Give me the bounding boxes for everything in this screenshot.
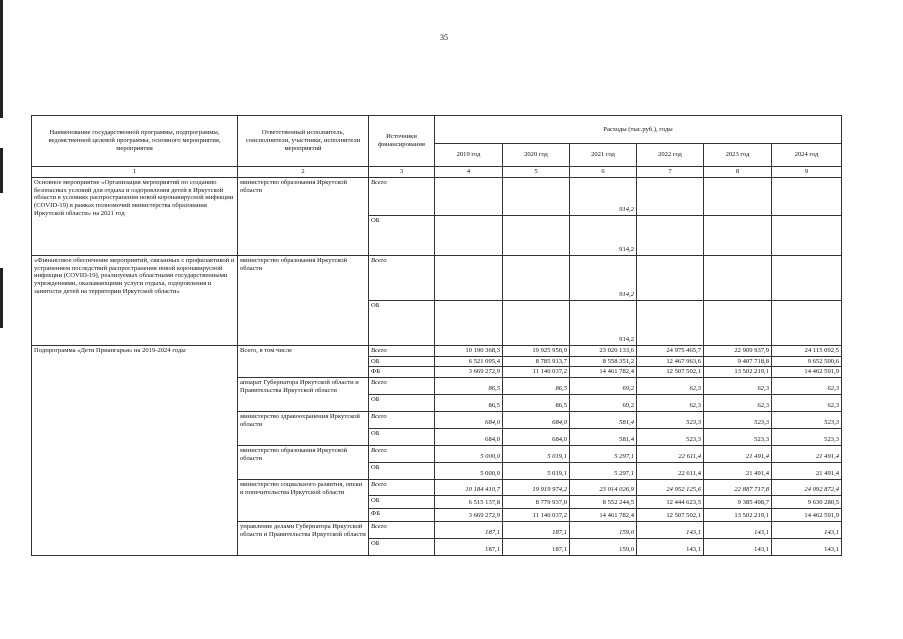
- value-cell: 19 919 974,2: [503, 480, 570, 496]
- source-total: Всего: [369, 177, 435, 215]
- source-ob: ФБ: [369, 509, 435, 522]
- executor-name: Всего, в том числе: [238, 345, 369, 377]
- value-cell: 143,1: [772, 522, 842, 539]
- header-year: 2019 год: [435, 144, 503, 167]
- header-program-name: Наименование государственной программы, подпрограммы, ведомственной целевой программы, основного мероприятия, мероприятия: [32, 116, 238, 167]
- column-number: 4: [435, 167, 503, 178]
- value-cell: 14 461 782,4: [570, 509, 637, 522]
- value-cell: 24 115 092,5: [772, 345, 842, 356]
- value-cell: 523,3: [704, 412, 772, 429]
- source-ob: ОБ: [369, 395, 435, 412]
- value-cell: 187,1: [435, 539, 503, 556]
- executor-name: министерство образования Иркутской области: [238, 177, 369, 255]
- value-cell: 3 669 272,9: [435, 367, 503, 378]
- activity-name: «Финансовое обеспечение мероприятий, связанных с профилактикой и устранением последствий распространения новой коронавирусной инфекции (COVID-19), реализуемых областными государственными учреждениями, оказывающими услуги отдыха, оздоровления и занятости детей на территории Иркутской области»: [32, 255, 238, 345]
- value-cell: 21 491,4: [704, 463, 772, 480]
- value-cell: 3 669 272,9: [435, 509, 503, 522]
- value-cell: 143,1: [637, 522, 704, 539]
- value-cell: 12 444 623,5: [637, 496, 704, 509]
- activity-name: Основное мероприятие «Организация мероприятий по созданию безопасных условий для отдыха и оздоровления детей в Иркутской области в условиях распространения новой коронавирусной инфекции (COVID-19) в рамках полномочий министерства образования Иркутской области» на 2021 год: [32, 177, 238, 255]
- value-cell: 62,3: [772, 395, 842, 412]
- value-cell: 62,3: [704, 378, 772, 395]
- header-year: 2022 год: [637, 144, 704, 167]
- value-cell: 8 785 913,7: [503, 356, 570, 367]
- value-cell: 24 092 872,4: [772, 480, 842, 496]
- value-cell: 69,2: [570, 395, 637, 412]
- value-cell: 914,2: [570, 177, 637, 215]
- value-cell: 22 887 717,8: [704, 480, 772, 496]
- value-cell: 143,1: [637, 539, 704, 556]
- value-cell: 21 491,4: [704, 446, 772, 463]
- value-cell: 523,3: [637, 412, 704, 429]
- value-cell: 19 925 950,9: [503, 345, 570, 356]
- source-ob: ОБ: [369, 300, 435, 345]
- value-cell: 86,5: [435, 378, 503, 395]
- header-executor: Ответственный исполнитель, соисполнители, участники, исполнители мероприятий: [238, 116, 369, 167]
- value-cell: 159,0: [570, 522, 637, 539]
- value-cell: 86,5: [435, 395, 503, 412]
- value-cell: 22 611,4: [637, 463, 704, 480]
- value-cell: 143,1: [704, 522, 772, 539]
- value-cell: 523,3: [772, 429, 842, 446]
- value-cell: 22 909 937,9: [704, 345, 772, 356]
- value-cell: 5 297,1: [570, 446, 637, 463]
- value-cell: 581,4: [570, 412, 637, 429]
- value-cell: 8 558 351,2: [570, 356, 637, 367]
- column-number: 6: [570, 167, 637, 178]
- column-number: 9: [772, 167, 842, 178]
- value-cell: 684,0: [435, 429, 503, 446]
- value-cell: 14 462 591,9: [772, 509, 842, 522]
- value-cell: 13 502 219,1: [704, 367, 772, 378]
- executor-name: аппарат Губернатора Иркутской области и Правительства Иркутской области: [238, 378, 369, 412]
- value-cell: 523,3: [704, 429, 772, 446]
- value-cell: 69,2: [570, 378, 637, 395]
- value-cell: 5 000,0: [435, 463, 503, 480]
- header-year: 2024 год: [772, 144, 842, 167]
- source-ob: ФБ: [369, 367, 435, 378]
- value-cell: 8 779 937,0: [503, 496, 570, 509]
- value-cell: 8 552 244,5: [570, 496, 637, 509]
- value-cell: 5 019,1: [503, 463, 570, 480]
- value-cell: 187,1: [503, 522, 570, 539]
- value-cell: 24 975 465,7: [637, 345, 704, 356]
- value-cell: 684,0: [503, 429, 570, 446]
- value-cell: 86,5: [503, 395, 570, 412]
- value-cell: 159,0: [570, 539, 637, 556]
- value-cell: 9 630 280,5: [772, 496, 842, 509]
- source-ob: ОБ: [369, 356, 435, 367]
- value-cell: 914,2: [570, 215, 637, 255]
- scan-edge-mark: [0, 0, 3, 118]
- value-cell: 10 184 410,7: [435, 480, 503, 496]
- column-number: 2: [238, 167, 369, 178]
- source-total: Всего: [369, 378, 435, 395]
- column-number: 7: [637, 167, 704, 178]
- value-cell: 5 000,0: [435, 446, 503, 463]
- page-number: 35: [440, 33, 448, 42]
- value-cell: 5 297,1: [570, 463, 637, 480]
- value-cell: 914,2: [570, 255, 637, 300]
- value-cell: 684,0: [435, 412, 503, 429]
- value-cell: 62,3: [637, 378, 704, 395]
- value-cell: 523,3: [637, 429, 704, 446]
- value-cell: 23 020 133,6: [570, 345, 637, 356]
- value-cell: 143,1: [704, 539, 772, 556]
- value-cell: 11 140 037,2: [503, 367, 570, 378]
- value-cell: 62,3: [772, 378, 842, 395]
- column-number: 1: [32, 167, 238, 178]
- value-cell: 6 521 095,4: [435, 356, 503, 367]
- scan-edge-mark: [0, 148, 3, 193]
- value-cell: 9 407 718,8: [704, 356, 772, 367]
- source-ob: ОБ: [369, 429, 435, 446]
- value-cell: 12 507 502,1: [637, 509, 704, 522]
- source-total: Всего: [369, 480, 435, 496]
- value-cell: 684,0: [503, 412, 570, 429]
- value-cell: 13 502 219,1: [704, 509, 772, 522]
- value-cell: 187,1: [503, 539, 570, 556]
- header-year: 2023 год: [704, 144, 772, 167]
- header-year: 2020 год: [503, 144, 570, 167]
- value-cell: 22 611,4: [637, 446, 704, 463]
- value-cell: 24 952 125,6: [637, 480, 704, 496]
- value-cell: 21 491,4: [772, 446, 842, 463]
- column-number: 5: [503, 167, 570, 178]
- value-cell: 62,3: [704, 395, 772, 412]
- source-ob: ОБ: [369, 496, 435, 509]
- value-cell: 86,5: [503, 378, 570, 395]
- source-total: Всего: [369, 412, 435, 429]
- header-funding-source: Источники финансирования: [369, 116, 435, 167]
- header-year: 2021 год: [570, 144, 637, 167]
- value-cell: 11 140 037,2: [503, 509, 570, 522]
- executor-name: министерство образования Иркутской области: [238, 255, 369, 345]
- column-number: 3: [369, 167, 435, 178]
- source-ob: ОБ: [369, 463, 435, 480]
- value-cell: 12 467 963,6: [637, 356, 704, 367]
- executor-name: министерство социального развития, опеки и попечительства Иркутской области: [238, 480, 369, 522]
- source-total: Всего: [369, 522, 435, 539]
- value-cell: 14 462 591,9: [772, 367, 842, 378]
- executor-name: министерство здравоохранения Иркутской области: [238, 412, 369, 446]
- value-cell: 9 385 498,7: [704, 496, 772, 509]
- value-cell: 23 014 026,9: [570, 480, 637, 496]
- value-cell: 10 190 368,3: [435, 345, 503, 356]
- value-cell: 12 507 502,1: [637, 367, 704, 378]
- value-cell: 581,4: [570, 429, 637, 446]
- value-cell: 62,3: [637, 395, 704, 412]
- header-expenses: Расходы (тыс.руб.), годы: [435, 116, 842, 144]
- source-ob: ОБ: [369, 539, 435, 556]
- value-cell: 6 515 137,8: [435, 496, 503, 509]
- source-total: Всего: [369, 255, 435, 300]
- value-cell: 914,2: [570, 300, 637, 345]
- subprogram-name: Подпрограмма «Дети Приангарья» на 2019-2024 годы: [32, 345, 238, 555]
- scan-edge-mark: [0, 268, 3, 328]
- source-ob: ОБ: [369, 215, 435, 255]
- value-cell: 14 461 782,4: [570, 367, 637, 378]
- column-number: 8: [704, 167, 772, 178]
- value-cell: 5 019,1: [503, 446, 570, 463]
- value-cell: 143,1: [772, 539, 842, 556]
- value-cell: 9 652 500,6: [772, 356, 842, 367]
- executor-name: управление делами Губернатора Иркутской области и Правительства Иркутской области: [238, 522, 369, 556]
- value-cell: 523,3: [772, 412, 842, 429]
- source-total: Всего: [369, 446, 435, 463]
- financing-table: [31, 115, 842, 556]
- value-cell: 21 491,4: [772, 463, 842, 480]
- value-cell: 187,1: [435, 522, 503, 539]
- executor-name: министерство образования Иркутской области: [238, 446, 369, 480]
- source-total: Всего: [369, 345, 435, 356]
